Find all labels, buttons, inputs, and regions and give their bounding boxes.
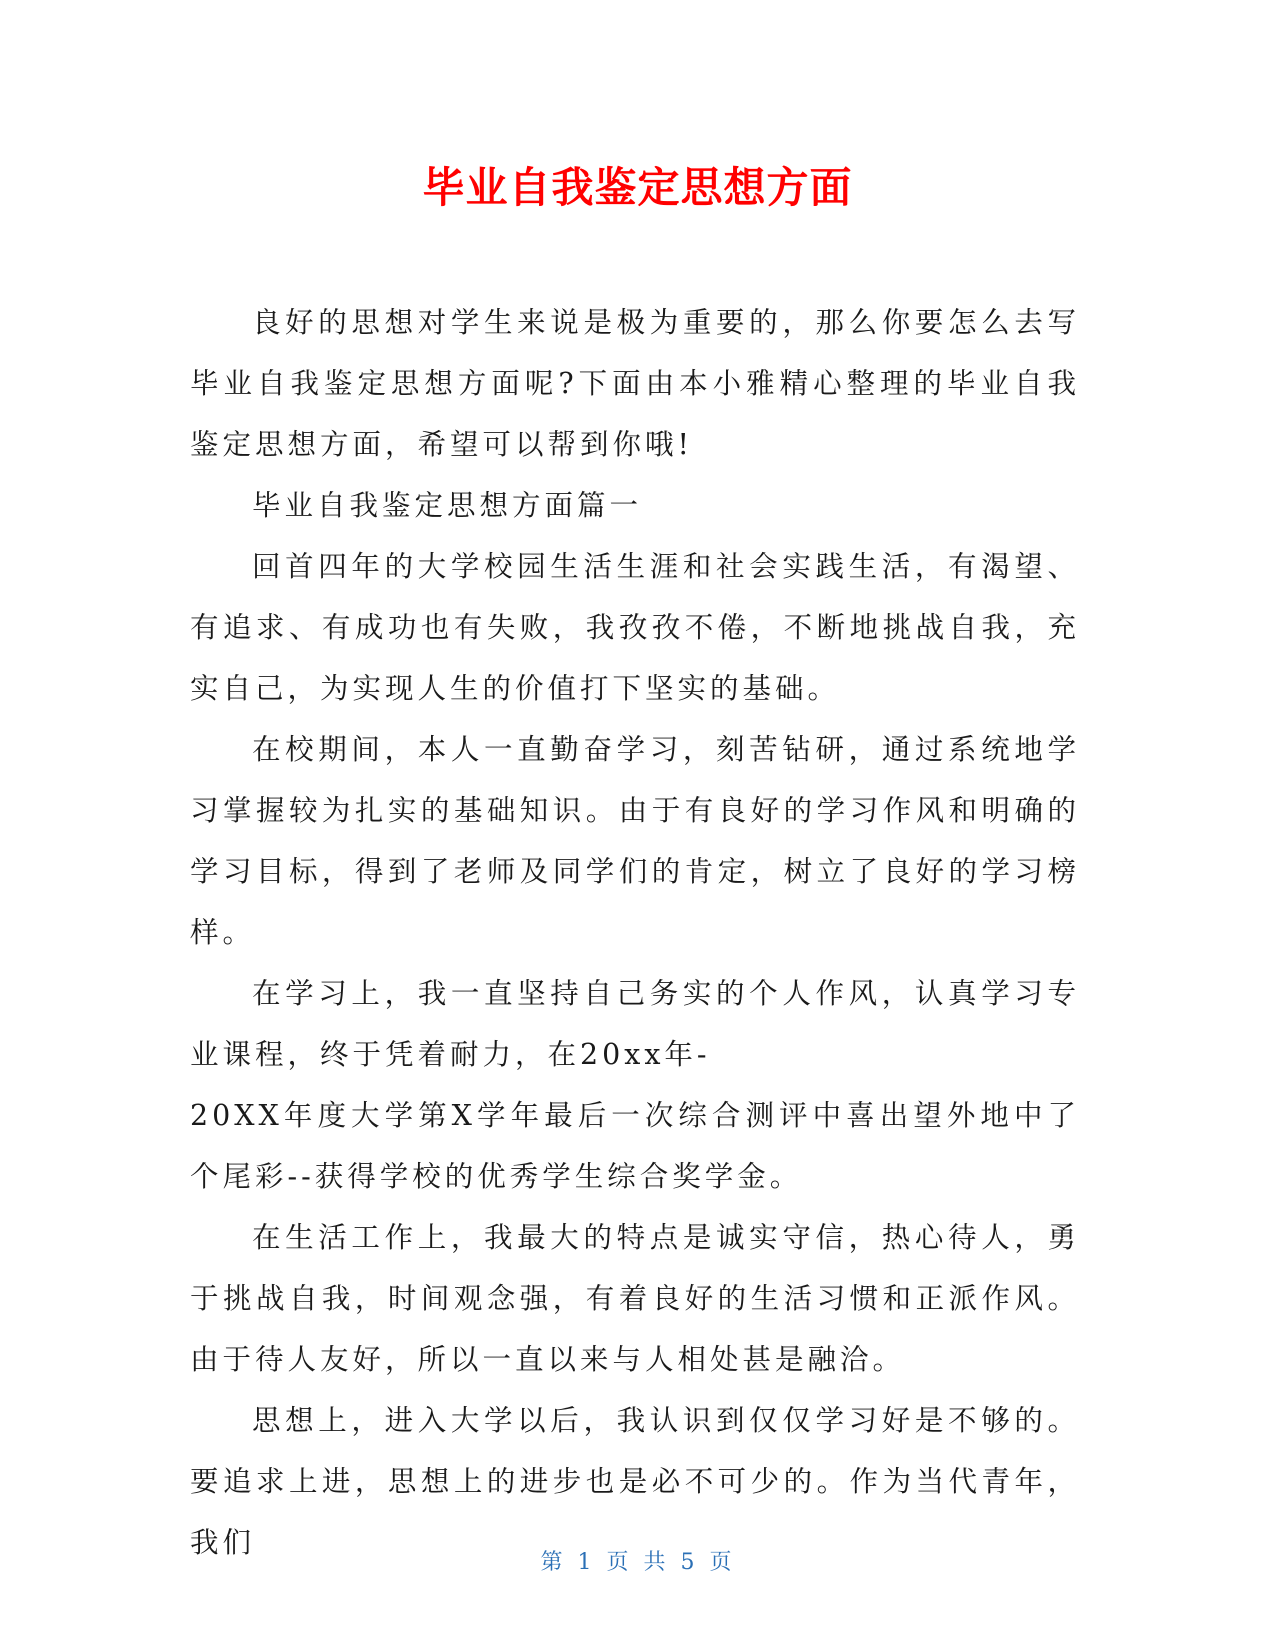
footer-total-unit: 页 — [709, 1550, 735, 1575]
footer-total-label: 共 — [643, 1550, 669, 1575]
section-heading: 毕业自我鉴定思想方面篇一 — [252, 489, 643, 522]
page-footer — [0, 1548, 1275, 1578]
paragraph-thought: 思想上，进入大学以后，我认识到仅仅学习好是不够的。要追求上进，思想上的进步也是必不可少的。作为当代青年，我们 — [190, 1404, 1080, 1559]
paragraph-review: 回首四年的大学校园生活生涯和社会实践生活，有渴望、有追求、有成功也有失败，我孜孜不倦，不断地挑战自我，充实自己，为实现人生的价值打下坚实的基础。 — [190, 550, 1080, 705]
footer-current-page: 1 — [577, 1550, 595, 1575]
paragraph-learning-continued: 20XX年度大学第X学年最后一次综合测评中喜出望外地中了个尾彩--获得学校的优秀学生综合奖学金。 — [190, 1099, 1080, 1193]
footer-page-unit: 页 — [606, 1550, 632, 1575]
paragraph-life: 在生活工作上，我最大的特点是诚实守信，热心待人，勇于挑战自我，时间观念强，有着良好的生活习惯和正派作风。由于待人友好，所以一直以来与人相处甚是融洽。 — [190, 1221, 1080, 1376]
paragraph-intro: 良好的思想对学生来说是极为重要的，那么你要怎么去写毕业自我鉴定思想方面呢?下面由本小雅精心整理的毕业自我鉴定思想方面，希望可以帮到你哦! — [190, 306, 1080, 461]
footer-page-label: 第 — [540, 1550, 566, 1575]
paragraph-study: 在校期间，本人一直勤奋学习，刻苦钻研，通过系统地学习掌握较为扎实的基础知识。由于有良好的学习作风和明确的学习目标，得到了老师及同学们的肯定，树立了良好的学习榜样。 — [190, 733, 1080, 949]
paragraph-learning: 在学习上，我一直坚持自己务实的个人作风，认真学习专业课程，终于凭着耐力，在20xx年- — [190, 977, 1080, 1071]
document-title: 毕业自我鉴定思想方面 — [422, 163, 853, 212]
document-body — [190, 292, 1080, 1573]
footer-total-pages: 5 — [680, 1550, 698, 1575]
